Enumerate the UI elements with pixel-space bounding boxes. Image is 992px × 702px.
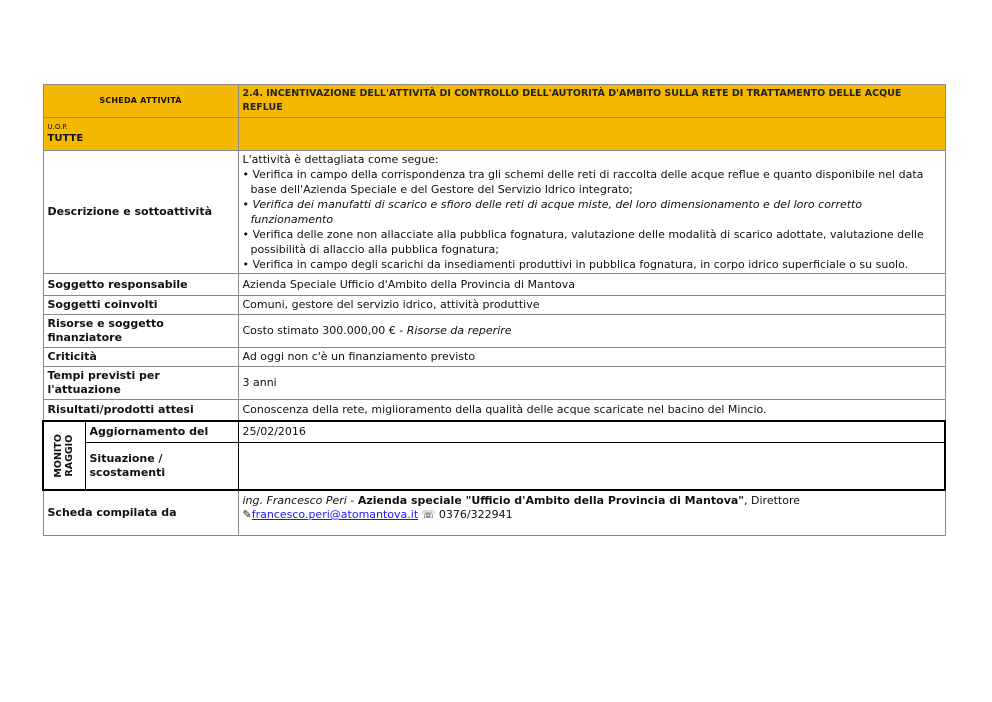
- uop-row: [43, 118, 945, 151]
- compilata-cell: [238, 490, 945, 536]
- compilata-row: [43, 490, 945, 536]
- mail-icon: ✎: [242, 508, 252, 521]
- description-content: [238, 151, 945, 274]
- activity-sheet: [42, 84, 944, 536]
- description-intro: L'attività è dettagliata come segue:: [242, 153, 439, 166]
- risorse-value: Costo stimato 300.000,00 € -: [242, 324, 404, 337]
- compilata-line: [243, 494, 941, 508]
- header-row: [43, 85, 945, 118]
- coinvolti-row: [43, 296, 945, 315]
- criticita-value: Ad oggi non c'è un finanziamento previsto: [238, 348, 945, 367]
- contact-line: [243, 508, 941, 522]
- aggiornamento-row: [43, 421, 945, 443]
- risultati-label: Risultati/prodotti attesi: [43, 400, 238, 422]
- situazione-row: [43, 443, 945, 491]
- risorse-label: Risorse e soggetto finanziatore: [43, 315, 238, 348]
- compilatore-org: Azienda speciale "Ufficio d'Ambito della Provincia di Mantova": [357, 494, 745, 507]
- risultati-row: [43, 400, 945, 422]
- tempi-value: 3 anni: [238, 367, 945, 400]
- situazione-label: Situazione / scostamenti: [85, 443, 238, 491]
- uop-label: U.O.P.: [47, 122, 68, 131]
- risultati-value: Conoscenza della rete, miglioramento della qualità delle acque scaricate nel bacino del Mincio.: [238, 400, 945, 422]
- scheda-attivita-label: SCHEDA ATTIVITÀ: [43, 85, 238, 118]
- description-row: [43, 151, 945, 274]
- responsabile-value: Azienda Speciale Ufficio d'Ambito della Provincia di Mantova: [238, 274, 945, 296]
- aggiornamento-value: 25/02/2016: [238, 421, 945, 443]
- uop-value: TUTTE: [47, 132, 84, 144]
- monitoraggio-label: MONITO RAGGIO: [53, 433, 76, 478]
- description-label: Descrizione e sottoattività: [43, 151, 238, 274]
- compilatore-name: ing. Francesco Peri: [242, 494, 347, 507]
- compilata-label: Scheda compilata da: [43, 490, 238, 536]
- activity-title: 2.4. INCENTIVAZIONE DELL'ATTIVITÀ DI CONTROLLO DELL'AUTORITÀ D'AMBITO SULLA RETE DI TRATTAMENTO DELLE ACQUE REFLUE: [238, 85, 945, 118]
- risorse-row: [43, 315, 945, 348]
- risorse-cell: [238, 315, 945, 348]
- phone-number: 0376/322941: [438, 508, 513, 521]
- compilatore-separator: -: [346, 494, 358, 507]
- list-item: • Verifica dei manufatti di scarico e sfioro delle reti di acque miste, del loro dimensionamento e del loro corretto funzionamento: [243, 197, 941, 227]
- list-item: • Verifica in campo della corrispondenza tra gli schemi delle reti di raccolta delle acque reflue e quanto disponibile nel data base dell'Azienda Speciale e del Gestore del Servizio Idrico integrato;: [243, 167, 941, 197]
- responsabile-row: [43, 274, 945, 296]
- risorse-note: Risorse da reperire: [406, 324, 512, 337]
- situazione-value: [238, 443, 945, 491]
- aggiornamento-label: Aggiornamento del: [85, 421, 238, 443]
- tempi-row: [43, 367, 945, 400]
- description-list: [243, 167, 941, 272]
- uop-cell: [43, 118, 238, 151]
- criticita-label: Criticità: [43, 348, 238, 367]
- responsabile-label: Soggetto responsabile: [43, 274, 238, 296]
- email-link[interactable]: francesco.peri@atomantova.it: [251, 508, 419, 521]
- coinvolti-value: Comuni, gestore del servizio idrico, attività produttive: [238, 296, 945, 315]
- tempi-label: Tempi previsti per l'attuazione: [43, 367, 238, 400]
- list-item: • Verifica in campo degli scarichi da insediamenti produttivi in pubblica fognatura, in corpo idrico superficiale o su suolo.: [243, 257, 941, 272]
- compilatore-role: , Direttore: [744, 494, 801, 507]
- uop-empty-cell: [238, 118, 945, 151]
- phone-icon: ☏: [421, 508, 436, 521]
- coinvolti-label: Soggetti coinvolti: [43, 296, 238, 315]
- activity-table: [42, 84, 946, 536]
- criticita-row: [43, 348, 945, 367]
- list-item: • Verifica delle zone non allacciate alla pubblica fognatura, valutazione delle modalità di scarico adottate, valutazione delle possibilità di allaccio alla pubblica fognatura;: [243, 227, 941, 257]
- monitoraggio-label-cell: [43, 421, 85, 490]
